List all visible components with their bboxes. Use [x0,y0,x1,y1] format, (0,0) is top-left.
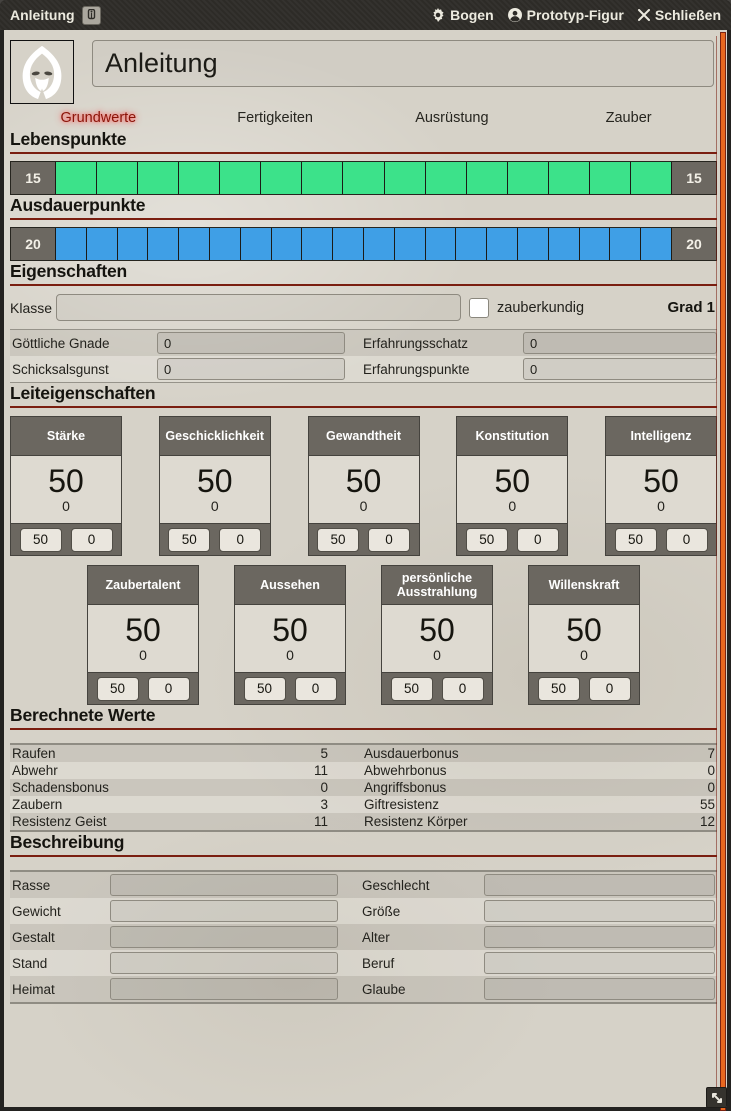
section-title-lebenspunkte: Lebenspunkte [10,129,717,154]
stat-label: Raufen [12,746,56,761]
attribute-value: 50 [643,462,679,499]
attribute-name: Geschicklichkeit [165,428,265,443]
description-label: Glaube [362,981,406,997]
stat-value: 11 [313,763,328,778]
attribute-bonus: 0 [62,498,70,515]
lp-segment[interactable] [178,162,219,194]
attribute-panel [606,455,716,524]
ap-segment[interactable] [486,228,517,260]
stat-value: 5 [320,746,328,761]
attribute-panel [457,455,567,524]
ap-segment[interactable] [640,228,672,260]
section-title-eigenschaften: Eigenschaften [10,261,717,286]
close-button[interactable] [638,7,721,23]
berechnete-row [10,813,717,830]
user-icon [508,8,522,22]
section-title-berechnete-werte: Berechnete Werte [10,705,717,730]
attribute-inputs [382,673,492,704]
beschreibung-table [10,870,717,1004]
prototype-token-button[interactable] [508,7,624,23]
description-label: Stand [12,955,48,971]
attribute-panel [235,604,345,673]
field-input[interactable] [157,332,345,354]
attribute-name: Willenskraft [548,577,620,592]
ap-segment[interactable] [301,228,332,260]
ausdauerpunkte-bar [10,227,717,261]
ausdauerpunkte-max-input[interactable] [672,228,716,260]
attribute-inputs [235,673,345,704]
sheet-content [4,30,727,1107]
lp-segment[interactable] [589,162,630,194]
ap-segment[interactable] [363,228,394,260]
description-input[interactable] [110,952,338,974]
description-label: Größe [362,903,401,919]
field-label: Erfahrungsschatz [363,335,469,351]
stat-value: 3 [320,797,328,812]
attribute-mod-input[interactable] [148,677,190,701]
stat-label: Abwehrbonus [364,763,447,778]
attribute-value: 50 [272,611,308,648]
description-label: Alter [362,929,390,945]
attribute-row-1 [10,416,717,556]
attribute-panel [309,455,419,524]
attribute-panel [11,455,121,524]
ap-segment[interactable] [609,228,640,260]
scrollbar-thumb[interactable] [720,32,726,1111]
attribute-card [528,565,640,705]
berechnete-row [10,779,717,796]
attribute-value: 50 [494,462,531,499]
eigenschaften-table [10,329,717,383]
klasse-input[interactable] [56,294,461,321]
stat-label: Zaubern [12,797,63,812]
resize-icon [711,1092,723,1104]
attribute-value: 50 [48,462,84,499]
description-label: Gestalt [12,929,55,945]
attribute-panel [382,604,492,673]
lp-segment[interactable] [466,162,507,194]
attribute-base-input[interactable] [20,528,62,552]
beschreibung-row [10,950,717,976]
beschreibung-row [10,898,717,924]
attribute-name: Intelligenz [630,428,692,443]
zauberkundig-label: zauberkundig [497,299,585,316]
description-input[interactable] [110,978,338,1000]
stat-value: 11 [313,814,328,829]
attribute-name: Konstitution [475,428,550,443]
lebenspunkte-current-input[interactable] [11,162,55,194]
sheet-config-label: Bogen [450,7,494,23]
stat-value: 12 [699,814,715,829]
attribute-panel [160,455,270,524]
attribute-name: persönliche Ausstrahlung [396,570,478,599]
description-input[interactable] [484,978,715,1000]
field-label: Erfahrungspunkte [363,361,470,377]
attribute-card [87,565,199,705]
attribute-bonus: 0 [139,647,147,664]
prototype-token-label: Prototyp-Figur [526,7,624,23]
ap-segment[interactable] [394,228,425,260]
stat-value: 7 [707,746,715,761]
berechnete-row [10,796,717,813]
attribute-bonus: 0 [210,498,219,515]
attribute-panel [88,604,198,673]
description-input[interactable] [484,900,715,922]
close-label: Schließen [654,7,721,23]
ap-segment[interactable] [240,228,271,260]
lp-segment[interactable] [425,162,466,194]
mystery-man-icon [11,41,73,103]
description-input[interactable] [110,926,338,948]
attribute-base-input[interactable] [244,677,286,701]
ap-segment[interactable] [455,228,486,260]
field-input[interactable] [157,358,345,380]
stat-label: Abwehr [12,763,58,778]
sheet-tabs [10,109,717,127]
description-input[interactable] [484,926,715,948]
lp-segment[interactable] [137,162,178,194]
ap-segment[interactable] [425,228,456,260]
attribute-mod-input[interactable] [219,528,261,552]
attribute-mod-input[interactable] [589,677,631,701]
berechnete-row [10,762,717,779]
lebenspunkte-bar [10,161,717,195]
attribute-name: Gewandtheit [325,428,401,443]
attribute-inputs [88,673,198,704]
attribute-mod-input[interactable] [368,528,410,552]
attribute-card [605,416,717,556]
window-title: Anleitung [10,7,75,23]
lp-segment[interactable] [260,162,301,194]
beschreibung-row [10,872,717,898]
lp-segment[interactable] [219,162,260,194]
attribute-mod-input[interactable] [517,528,559,552]
attribute-base-input[interactable] [538,677,580,701]
grad-label: Grad 1 [667,299,715,316]
attribute-bonus: 0 [657,498,665,515]
lp-segment[interactable] [342,162,383,194]
ap-segment[interactable] [548,228,579,260]
field-label: Göttliche Gnade [12,335,110,351]
tab-ausruestung[interactable]: Ausrüstung [415,110,489,126]
beschreibung-row [10,924,717,950]
attribute-inputs [606,524,716,555]
lp-segment[interactable] [548,162,589,194]
attribute-base-input[interactable] [466,528,508,552]
stat-label: Giftresistenz [364,797,440,812]
attribute-name: Aussehen [260,577,320,592]
eigenschaften-row [10,356,717,382]
attribute-mod-input[interactable] [666,528,708,552]
attribute-panel [529,604,639,673]
attribute-base-input[interactable] [168,528,210,552]
ausdauerpunkte-current-input[interactable] [11,228,55,260]
field-label: Schicksalsgunst [12,361,109,377]
lp-segment[interactable] [630,162,672,194]
ap-segment[interactable] [209,228,240,260]
attribute-inputs [160,524,270,555]
lebenspunkte-max-input[interactable] [672,162,716,194]
description-label: Heimat [12,981,55,997]
tab-grundwerte[interactable]: Grundwerte [60,110,137,126]
ap-segment[interactable] [147,228,178,260]
close-icon [638,9,650,21]
section-title-beschreibung: Beschreibung [10,832,717,857]
attribute-mod-input[interactable] [295,677,337,701]
attribute-inputs [11,524,121,555]
ap-segment[interactable] [178,228,209,260]
attribute-base-input[interactable] [615,528,657,552]
attribute-value: 50 [196,462,233,499]
lp-segment[interactable] [507,162,548,194]
attribute-name: Zaubertalent [105,577,181,592]
attribute-bonus: 0 [359,498,368,515]
ap-segment[interactable] [517,228,548,260]
ap-segment[interactable] [332,228,363,260]
field-input[interactable] [523,332,717,354]
berechnete-werte-table [10,743,717,832]
attribute-bonus: 0 [580,647,588,664]
attribute-value: 50 [125,611,161,648]
stat-value: 0 [707,780,715,795]
stat-label: Ausdauerbonus [364,746,459,761]
lp-segment[interactable] [301,162,342,194]
stat-value: 55 [699,797,715,812]
klasse-label: Klasse [10,299,53,316]
sheet-config-button[interactable] [431,7,494,23]
lp-segment[interactable] [55,162,96,194]
resize-handle[interactable] [706,1087,727,1108]
stat-value: 0 [707,763,715,778]
section-title-leiteigenschaften: Leiteigenschaften [10,383,717,408]
attribute-inputs [457,524,567,555]
description-input[interactable] [110,874,338,896]
attribute-card [10,416,122,556]
ap-segment[interactable] [271,228,302,260]
stat-label: Resistenz Geist [12,814,107,829]
eigenschaften-row [10,330,717,356]
lp-segments [55,162,672,194]
attribute-inputs [529,673,639,704]
tab-zauber[interactable]: Zauber [605,110,652,126]
attribute-value: 50 [345,462,382,499]
attribute-name: Stärke [46,428,86,443]
attribute-mod-input[interactable] [442,677,484,701]
attribute-card [381,565,493,705]
description-input[interactable] [110,900,338,922]
journal-icon [82,6,101,25]
berechnete-row [10,745,717,762]
attribute-card [456,416,568,556]
description-input[interactable] [484,952,715,974]
attribute-bonus: 0 [433,647,441,664]
attribute-card [159,416,271,556]
attribute-value: 50 [566,611,602,648]
window-titlebar[interactable] [0,0,731,30]
beschreibung-row [10,976,717,1002]
stat-label: Angriffsbonus [364,780,447,795]
character-name-input[interactable] [92,40,714,87]
stat-label: Resistenz Körper [364,814,468,829]
field-input[interactable] [523,358,717,380]
section-title-ausdauerpunkte: Ausdauerpunkte [10,195,717,220]
attribute-value: 50 [419,611,455,648]
lp-segment[interactable] [384,162,425,194]
ap-segment[interactable] [117,228,148,260]
zauberkundig-checkbox[interactable] [469,298,489,318]
description-input[interactable] [484,874,715,896]
attribute-base-input[interactable] [391,677,433,701]
attribute-inputs [309,524,419,555]
attribute-card [308,416,420,556]
gear-icon [431,8,445,22]
stat-label: Schadensbonus [12,780,109,795]
description-label: Beruf [362,955,395,971]
attribute-mod-input[interactable] [71,528,113,552]
lp-segment[interactable] [96,162,137,194]
attribute-base-input[interactable] [317,528,359,552]
tab-fertigkeiten[interactable]: Fertigkeiten [237,110,313,126]
description-label: Geschlecht [362,877,430,893]
ap-segment[interactable] [579,228,610,260]
scrollbar-track-line [716,36,717,1107]
ap-segment[interactable] [86,228,117,260]
attribute-bonus: 0 [286,647,294,664]
stat-value: 0 [320,780,328,795]
attribute-row-2 [10,565,717,705]
ap-segment[interactable] [55,228,86,260]
ap-segments [55,228,672,260]
attribute-bonus: 0 [508,498,517,515]
character-portrait[interactable] [10,40,74,104]
attribute-base-input[interactable] [97,677,139,701]
description-label: Rasse [12,877,51,893]
attribute-card [234,565,346,705]
description-label: Gewicht [12,903,61,919]
